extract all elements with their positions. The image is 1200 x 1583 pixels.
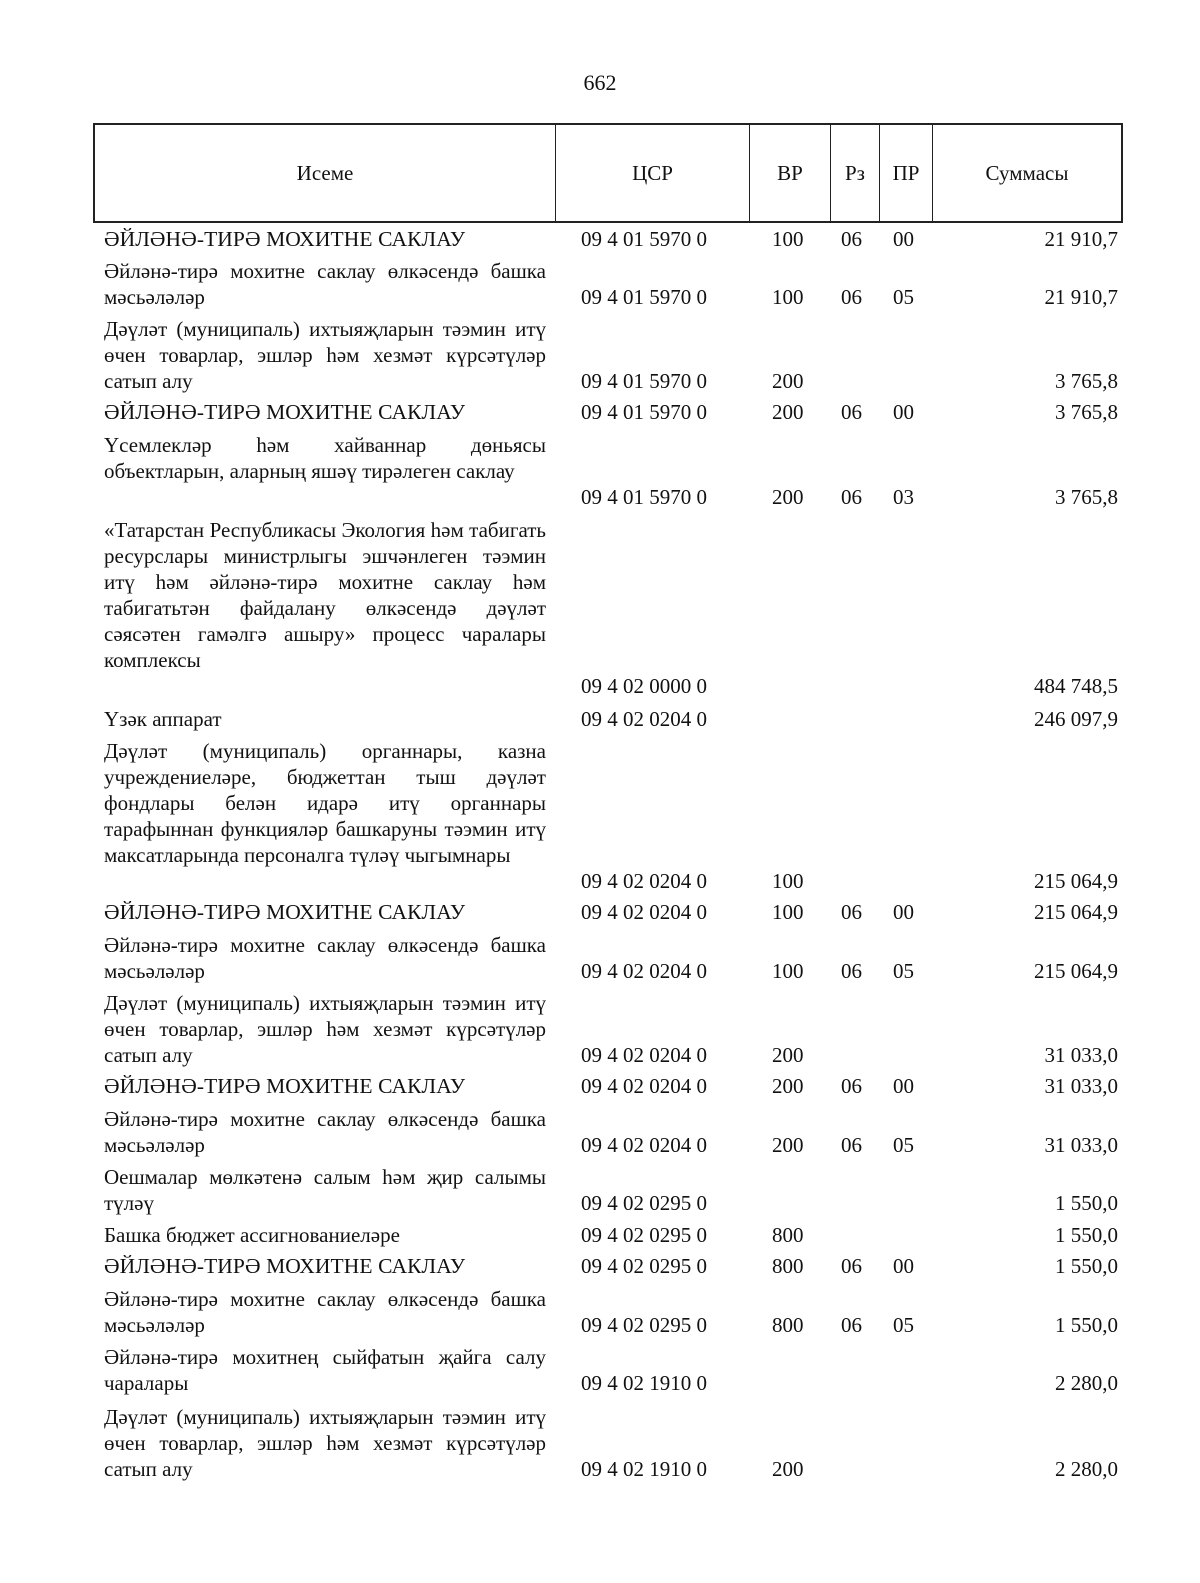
- row-name: Дәүләт (муниципаль) органнары, казна учреждениеләре, бюджеттан тыш дәүләт фондлары белән идарә итү органнары тарафыннан функцияләр башкаруны тәэмин итү максатларында персоналга түләү чыгымнары: [104, 739, 546, 867]
- row-vr: 200: [772, 1043, 804, 1067]
- row-name: «Татарстан Республикасы Экология һәм табигать ресурслары министрлыгы эшчәнлеген тәэмин итү һәм әйләнә-тирә мохитне саклау һәм табигатьтән файдалану өлкәсендә дәүләт сәясәтен гамәлгә ашыру» процесс чаралары комплексы: [104, 518, 546, 672]
- row-csr: 09 4 02 1910 0: [581, 1457, 707, 1481]
- row-name: Әйләнә-тирә мохитне саклау өлкәсендә башка мәсьәләләр: [104, 259, 546, 309]
- row-vr: 200: [772, 1457, 804, 1481]
- row-rz: 06: [841, 1254, 862, 1278]
- row-rz: 06: [841, 959, 862, 983]
- row-csr: 09 4 01 5970 0: [581, 485, 707, 509]
- table-row: [0, 706, 1200, 732]
- table-row: [0, 1106, 1200, 1158]
- row-csr: 09 4 02 0204 0: [581, 707, 707, 731]
- row-csr: 09 4 02 0204 0: [581, 1043, 707, 1067]
- row-rz: 06: [841, 1313, 862, 1337]
- row-sum: 31 033,0: [1044, 1043, 1118, 1067]
- row-sum: 484 748,5: [1034, 674, 1118, 698]
- row-sum: 1 550,0: [1055, 1313, 1118, 1337]
- row-csr: 09 4 02 0295 0: [581, 1254, 707, 1278]
- row-vr: 200: [772, 400, 804, 424]
- row-sum: 1 550,0: [1055, 1223, 1118, 1247]
- row-vr: 200: [772, 1074, 804, 1098]
- table-row: [0, 432, 1200, 510]
- row-name: Әйләнә-тирә мохитне саклау өлкәсендә башка мәсьәләләр: [104, 933, 546, 983]
- row-sum: 2 280,0: [1055, 1457, 1118, 1481]
- row-vr: 100: [772, 285, 804, 309]
- row-vr: 800: [772, 1223, 804, 1247]
- row-sum: 1 550,0: [1055, 1191, 1118, 1215]
- row-name: Башка бюджет ассигнованиеләре: [104, 1223, 400, 1247]
- row-pr: 00: [893, 900, 914, 924]
- row-sum: 215 064,9: [1034, 959, 1118, 983]
- row-csr: 09 4 02 0295 0: [581, 1223, 707, 1247]
- row-rz: 06: [841, 227, 862, 251]
- row-vr: 100: [772, 227, 804, 251]
- row-vr: 200: [772, 485, 804, 509]
- row-rz: 06: [841, 485, 862, 509]
- row-rz: 06: [841, 285, 862, 309]
- row-csr: 09 4 01 5970 0: [581, 227, 707, 251]
- row-csr: 09 4 02 0000 0: [581, 674, 707, 698]
- row-csr: 09 4 02 0295 0: [581, 1313, 707, 1337]
- row-name: ӘЙЛӘНӘ-ТИРӘ МОХИТНЕ САКЛАУ: [104, 1074, 466, 1098]
- row-sum: 215 064,9: [1034, 869, 1118, 893]
- table-row: [0, 990, 1200, 1068]
- row-csr: 09 4 01 5970 0: [581, 369, 707, 393]
- row-name: Оешмалар мөлкәтенә салым һәм җир салымы түләү: [104, 1165, 546, 1215]
- row-pr: 05: [893, 1313, 914, 1337]
- table-row: [0, 517, 1200, 699]
- row-csr: 09 4 02 0204 0: [581, 1074, 707, 1098]
- table-row: [0, 932, 1200, 984]
- row-name: Әйләнә-тирә мохитнең сыйфатын җайга салу чаралары: [104, 1345, 546, 1395]
- row-name: Үсемлекләр һәм хайваннар дөньясы объектларын, аларның яшәү тирәлеген саклау: [104, 433, 546, 483]
- table-row: [0, 1286, 1200, 1338]
- row-sum: 31 033,0: [1044, 1133, 1118, 1157]
- row-csr: 09 4 01 5970 0: [581, 400, 707, 424]
- row-csr: 09 4 01 5970 0: [581, 285, 707, 309]
- row-vr: 800: [772, 1313, 804, 1337]
- table-row: [0, 738, 1200, 894]
- row-sum: 1 550,0: [1055, 1254, 1118, 1278]
- header-rz: Рз: [831, 125, 880, 221]
- row-name: ӘЙЛӘНӘ-ТИРӘ МОХИТНЕ САКЛАУ: [104, 900, 466, 924]
- header-vr: ВР: [750, 125, 831, 221]
- row-pr: 00: [893, 227, 914, 251]
- table-row: [0, 1073, 1200, 1099]
- row-rz: 06: [841, 1133, 862, 1157]
- row-vr: 200: [772, 369, 804, 393]
- row-csr: 09 4 02 0204 0: [581, 1133, 707, 1157]
- row-name: ӘЙЛӘНӘ-ТИРӘ МОХИТНЕ САКЛАУ: [104, 400, 466, 424]
- row-vr: 800: [772, 1254, 804, 1278]
- row-pr: 00: [893, 1074, 914, 1098]
- row-csr: 09 4 02 1910 0: [581, 1371, 707, 1395]
- row-name: Үзәк аппарат: [104, 707, 222, 731]
- table-row: [0, 1164, 1200, 1216]
- row-sum: 21 910,7: [1044, 285, 1118, 309]
- row-sum: 3 765,8: [1055, 369, 1118, 393]
- header-name: Исеме: [95, 125, 556, 221]
- row-rz: 06: [841, 400, 862, 424]
- row-sum: 3 765,8: [1055, 400, 1118, 424]
- row-sum: 3 765,8: [1055, 485, 1118, 509]
- row-name: ӘЙЛӘНӘ-ТИРӘ МОХИТНЕ САКЛАУ: [104, 227, 466, 251]
- row-csr: 09 4 02 0295 0: [581, 1191, 707, 1215]
- row-sum: 21 910,7: [1044, 227, 1118, 251]
- row-name: Дәүләт (муниципаль) ихтыяҗларын тәэмин итү өчен товарлар, эшләр һәм хезмәт күрсәтүләр сатып алу: [104, 1405, 546, 1481]
- table-row: [0, 226, 1200, 252]
- row-pr: 05: [893, 285, 914, 309]
- row-sum: 31 033,0: [1044, 1074, 1118, 1098]
- row-pr: 00: [893, 1254, 914, 1278]
- row-name: Әйләнә-тирә мохитне саклау өлкәсендә башка мәсьәләләр: [104, 1107, 546, 1157]
- row-csr: 09 4 02 0204 0: [581, 900, 707, 924]
- row-pr: 05: [893, 959, 914, 983]
- header-pr: ПР: [880, 125, 933, 221]
- table-row: [0, 258, 1200, 310]
- table-row: [0, 1222, 1200, 1248]
- row-pr: 03: [893, 485, 914, 509]
- table-row: [0, 1253, 1200, 1279]
- row-csr: 09 4 02 0204 0: [581, 869, 707, 893]
- row-sum: 2 280,0: [1055, 1371, 1118, 1395]
- row-vr: 100: [772, 959, 804, 983]
- row-sum: 246 097,9: [1034, 707, 1118, 731]
- row-name: ӘЙЛӘНӘ-ТИРӘ МОХИТНЕ САКЛАУ: [104, 1254, 466, 1278]
- row-vr: 100: [772, 869, 804, 893]
- table-row: [0, 899, 1200, 925]
- header-sum: Суммасы: [985, 160, 1069, 185]
- row-pr: 05: [893, 1133, 914, 1157]
- row-name: Дәүләт (муниципаль) ихтыяҗларын тәэмин итү өчен товарлар, эшләр һәм хезмәт күрсәтүләр сатып алу: [104, 991, 546, 1067]
- row-name: Әйләнә-тирә мохитне саклау өлкәсендә башка мәсьәләләр: [104, 1287, 546, 1337]
- table-row: [0, 316, 1200, 394]
- row-pr: 00: [893, 400, 914, 424]
- table-row: [0, 399, 1200, 425]
- table-row: [0, 1344, 1200, 1396]
- row-rz: 06: [841, 900, 862, 924]
- row-name: Дәүләт (муниципаль) ихтыяҗларын тәэмин итү өчен товарлар, эшләр һәм хезмәт күрсәтүләр сатып алу: [104, 317, 546, 393]
- table-row: [0, 1404, 1200, 1482]
- row-sum: 215 064,9: [1034, 900, 1118, 924]
- row-csr: 09 4 02 0204 0: [581, 959, 707, 983]
- table-header: [93, 123, 1123, 223]
- row-vr: 100: [772, 900, 804, 924]
- row-rz: 06: [841, 1074, 862, 1098]
- header-csr: ЦСР: [556, 125, 750, 221]
- row-vr: 200: [772, 1133, 804, 1157]
- page-number: 662: [583, 70, 617, 95]
